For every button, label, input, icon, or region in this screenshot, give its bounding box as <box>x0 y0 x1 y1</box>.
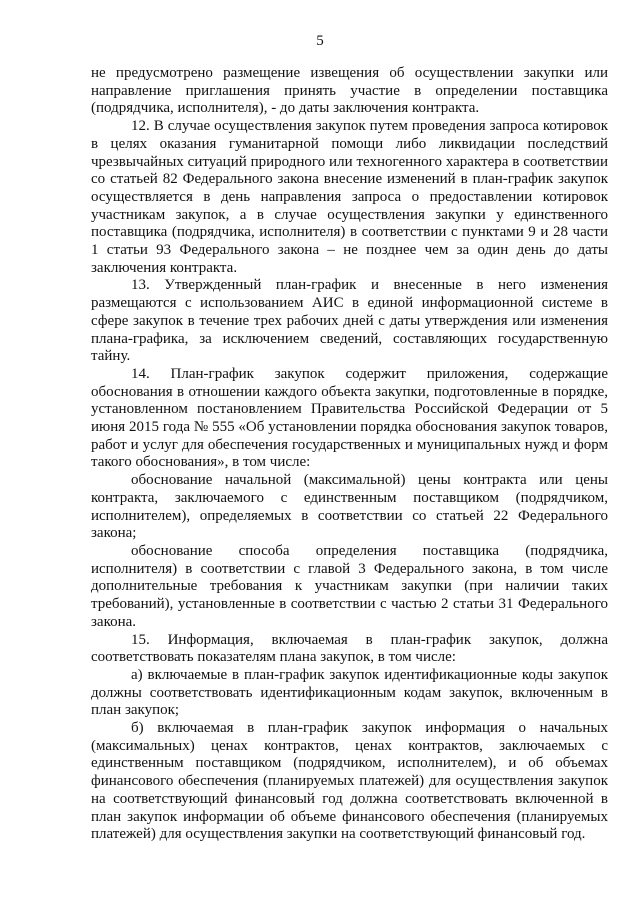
paragraph-12: 12. В случае осуществления закупок путем проведения запроса котировок в целях оказания гуманитарной помощи либо ликвидации последствий чрезвычайных ситуаций природного или техногенного характера в соответствии со статьей 82 Федерального закона внесение изменений в план-график закупок осуществляется в день направления запроса о предоставлении котировок участникам закупок, а в случае осуществления закупки у единственного поставщика (подрядчика, исполнителя) в соответствии с пунктами 9 и 28 части 1 статьи 93 Федерального закона – не позднее чем за один день до даты заключения контракта. <box>91 118 608 276</box>
paragraph-14-method-justification: обоснование способа определения поставщика (подрядчика, исполнителя) в соответствии с главой 3 Федерального закона, в том числе дополнительные требования к участникам закупки (при наличии таких требований), установленные в соответствии с частью 2 статьи 31 Федерального закона. <box>91 542 608 630</box>
paragraph-13: 13. Утвержденный план-график и внесенные в него изменения размещаются с использованием АИС в единой информационной системе в сфере закупок в течение трех рабочих дней с даты утверждения или изменения плана-графика, за исключением сведений, составляющих государственную тайну. <box>91 277 608 365</box>
paragraph-continuation: не предусмотрено размещение извещения об осуществлении закупки или направление приглашения принять участие в определении поставщика (подрядчика, исполнителя), - до даты заключения контракта. <box>91 65 608 117</box>
paragraph-15: 15. Информация, включаемая в план-график закупок, должна соответствовать показателям плана закупок, в том числе: <box>91 631 608 666</box>
paragraph-15-item-a: а) включаемые в план-график закупок идентификационные коды закупок должны соответствовать идентификационным кодам закупок, включенным в план закупок; <box>91 666 608 719</box>
document-body <box>91 65 608 844</box>
page-number: 5 <box>316 33 324 49</box>
paragraph-14-price-justification: обоснование начальной (максимальной) цены контракта или цены контракта, заключаемого с единственным поставщиком (подрядчиком, исполнителем), определяемых в соответствии со статьей 22 Федерального закона; <box>91 472 608 542</box>
paragraph-14: 14. План-график закупок содержит приложения, содержащие обоснования в отношении каждого объекта закупки, подготовленные в порядке, установленном постановлением Правительства Российской Федерации от 5 июня 2015 года № 555 «Об установлении порядка обоснования закупок товаров, работ и услуг для обеспечения государственных и муниципальных нужд и форм такого обоснования», в том числе: <box>91 365 608 471</box>
paragraph-15-item-b: б) включаемая в план-график закупок информация о начальных (максимальных) ценах контрактов, ценах контрактов, заключаемых с единственным поставщиком (подрядчиком, исполнителем), и об объемах финансового обеспечения (планируемых платежей) для осуществления закупок на соответствующий финансовый год должна соответствовать включенной в план закупок информации об объеме финансового обеспечения (планируемых платежей) для осуществления закупки на соответствующий финансовый год. <box>91 720 608 843</box>
